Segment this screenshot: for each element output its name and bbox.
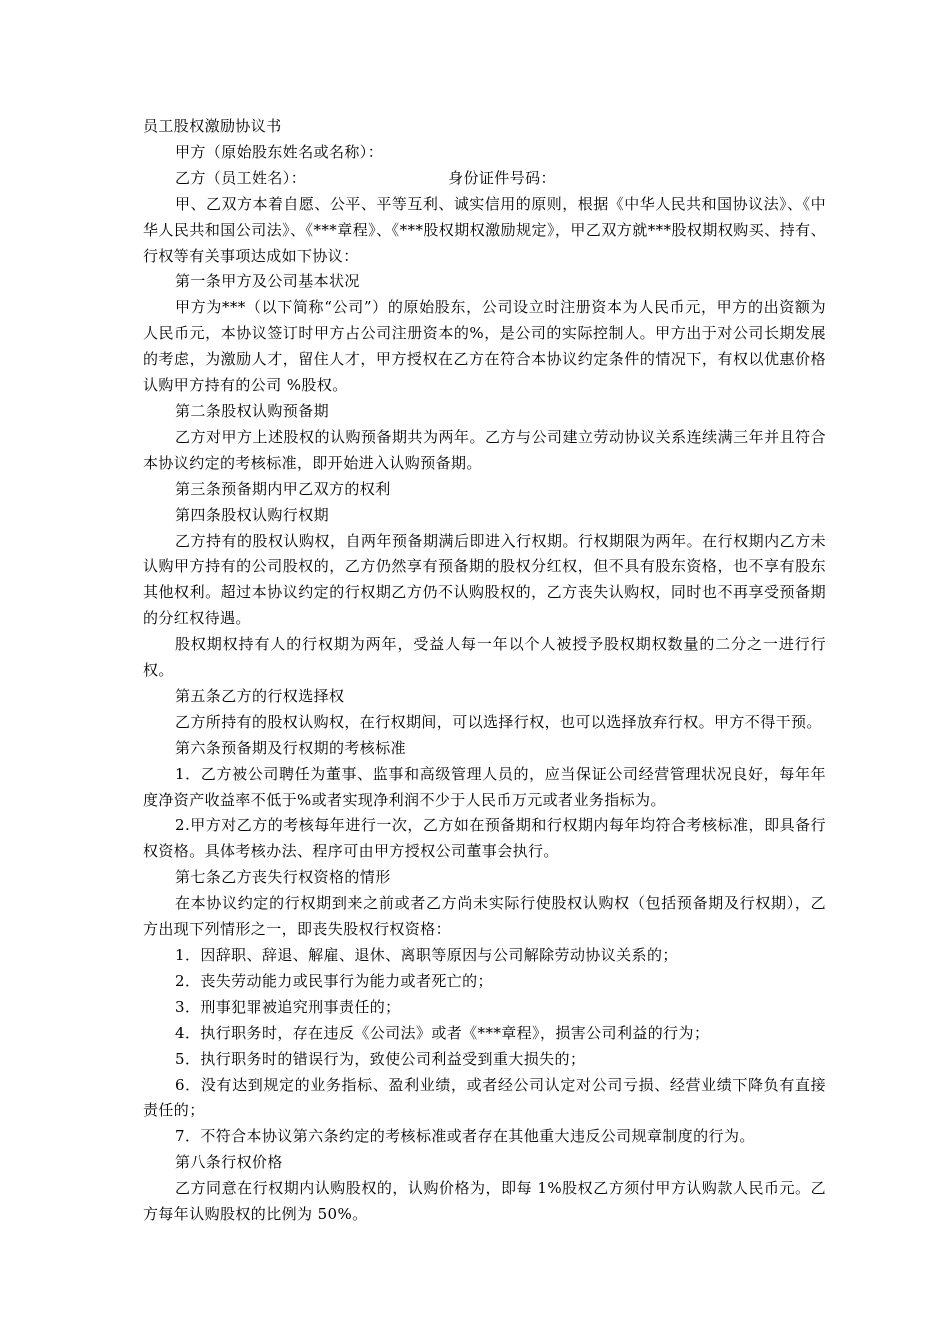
article-2-body: 乙方对甲方上述股权的认购预备期共为两年。乙方与公司建立劳动协议关系连续满三年并且符合本协议约定的考核标准，即开始进入认购预备期。 bbox=[143, 427, 826, 472]
article-8-body: 乙方同意在行权期内认购股权的，认购价格为，即每 1%股权乙方须付甲方认购款人民币元。乙方每年认购股权的比例为 50%。 bbox=[143, 1179, 826, 1224]
article-4-body-1: 乙方持有的股权认购权，自两年预备期满后即进入行权期。行权期限为两年。在行权期内乙方未认购甲方持有的公司股权的，乙方仍然享有预备期的股权分红权，但不具有股东资格，也不享有股东其他权利。超过本协议约定的行权期乙方仍不认购股权的，乙方丧失认购权，同时也不再享受预备期的分红权待遇。 bbox=[143, 531, 826, 628]
article-2-title: 第二条股权认购预备期 bbox=[175, 401, 330, 420]
article-7-body: 在本协议约定的行权期到来之前或者乙方尚未实际行使股权认购权（包括预备期及行权期），乙方出现下列情形之一，即丧失股权行权资格： bbox=[143, 894, 826, 939]
party-b-name-label: 乙方（员工姓名）： bbox=[175, 168, 307, 187]
article-1-body: 甲方为***（以下简称“公司”）的原始股东，公司设立时注册资本为人民币元，甲方的出资额为人民币元，本协议签订时甲方占公司注册资本的%，是公司的实际控制人。甲方出于对公司长期发展的考虑，为激励人才，留住人才，甲方授权在乙方在符合本协议约定条件的情况下，有权以优惠价格认购甲方持有的公司 %股权。 bbox=[143, 298, 826, 395]
party-b-line bbox=[143, 166, 826, 192]
article-7-item-3: 3．刑事犯罪被追究刑事责任的； bbox=[175, 997, 401, 1016]
document-title: 员工股权激励协议书 bbox=[143, 117, 282, 135]
article-8-title: 第八条行权价格 bbox=[175, 1153, 283, 1172]
article-7-title: 第七条乙方丧失行权资格的情形 bbox=[175, 868, 391, 887]
party-a-line: 甲方（原始股东姓名或名称）： bbox=[175, 142, 384, 161]
article-6-item-1: 1．乙方被公司聘任为董事、监事和高级管理人员的，应当保证公司经营管理状况良好，每年年度净资产收益率不低于%或者实现净利润不少于人民币万元或者业务指标为。 bbox=[143, 764, 826, 809]
article-5-body: 乙方所持有的股权认购权，在行权期间，可以选择行权，也可以选择放弃行权。甲方不得干预。 bbox=[175, 712, 822, 731]
article-7-item-6: 6．没有达到规定的业务指标、盈利业绩，或者经公司认定对公司亏损、经营业绩下降负有直接责任的； bbox=[143, 1075, 826, 1120]
article-5-title: 第五条乙方的行权选择权 bbox=[175, 686, 345, 705]
party-b-id-label: 身份证件号码： bbox=[448, 168, 556, 187]
article-4-title: 第四条股权认购行权期 bbox=[175, 505, 330, 524]
article-1-title: 第一条甲方及公司基本状况 bbox=[175, 272, 360, 291]
article-7-item-7: 7．不符合本协议第六条约定的考核标准或者存在其他重大违反公司规章制度的行为。 bbox=[175, 1127, 755, 1146]
article-3-title: 第三条预备期内甲乙双方的权利 bbox=[175, 479, 391, 498]
article-4-body-2: 股权期权持有人的行权期为两年，受益人每一年以个人被授予股权期权数量的二分之一进行行权。 bbox=[143, 635, 826, 680]
article-7-item-5: 5．执行职务时的错误行为，致使公司利益受到重大损失的； bbox=[175, 1049, 586, 1068]
article-7-item-2: 2．丧失劳动能力或民事行为能力或者死亡的； bbox=[175, 971, 493, 990]
intro-paragraph: 甲、乙双方本着自愿、公平、平等互利、诚实信用的原则，根据《中华人民共和国协议法》、《中华人民共和国公司法》、《***章程》、《***股权期权激励规定》，甲乙双方就***股权期权购买、持有、行权等有关事项达成如下协议： bbox=[143, 194, 826, 265]
article-6-title: 第六条预备期及行权期的考核标准 bbox=[175, 738, 407, 757]
article-7-item-1: 1．因辞职、辞退、解雇、退休、离职等原因与公司解除劳动协议关系的； bbox=[175, 946, 678, 964]
article-7-item-4: 4．执行职务时，存在违反《公司法》或者《***章程》，损害公司利益的行为； bbox=[175, 1023, 710, 1042]
document-body bbox=[143, 114, 826, 1228]
article-6-item-2: 2.甲方对乙方的考核每年进行一次，乙方如在预备期和行权期内每年均符合考核标准，即具备行权资格。具体考核办法、程序可由甲方授权公司董事会执行。 bbox=[143, 816, 826, 861]
